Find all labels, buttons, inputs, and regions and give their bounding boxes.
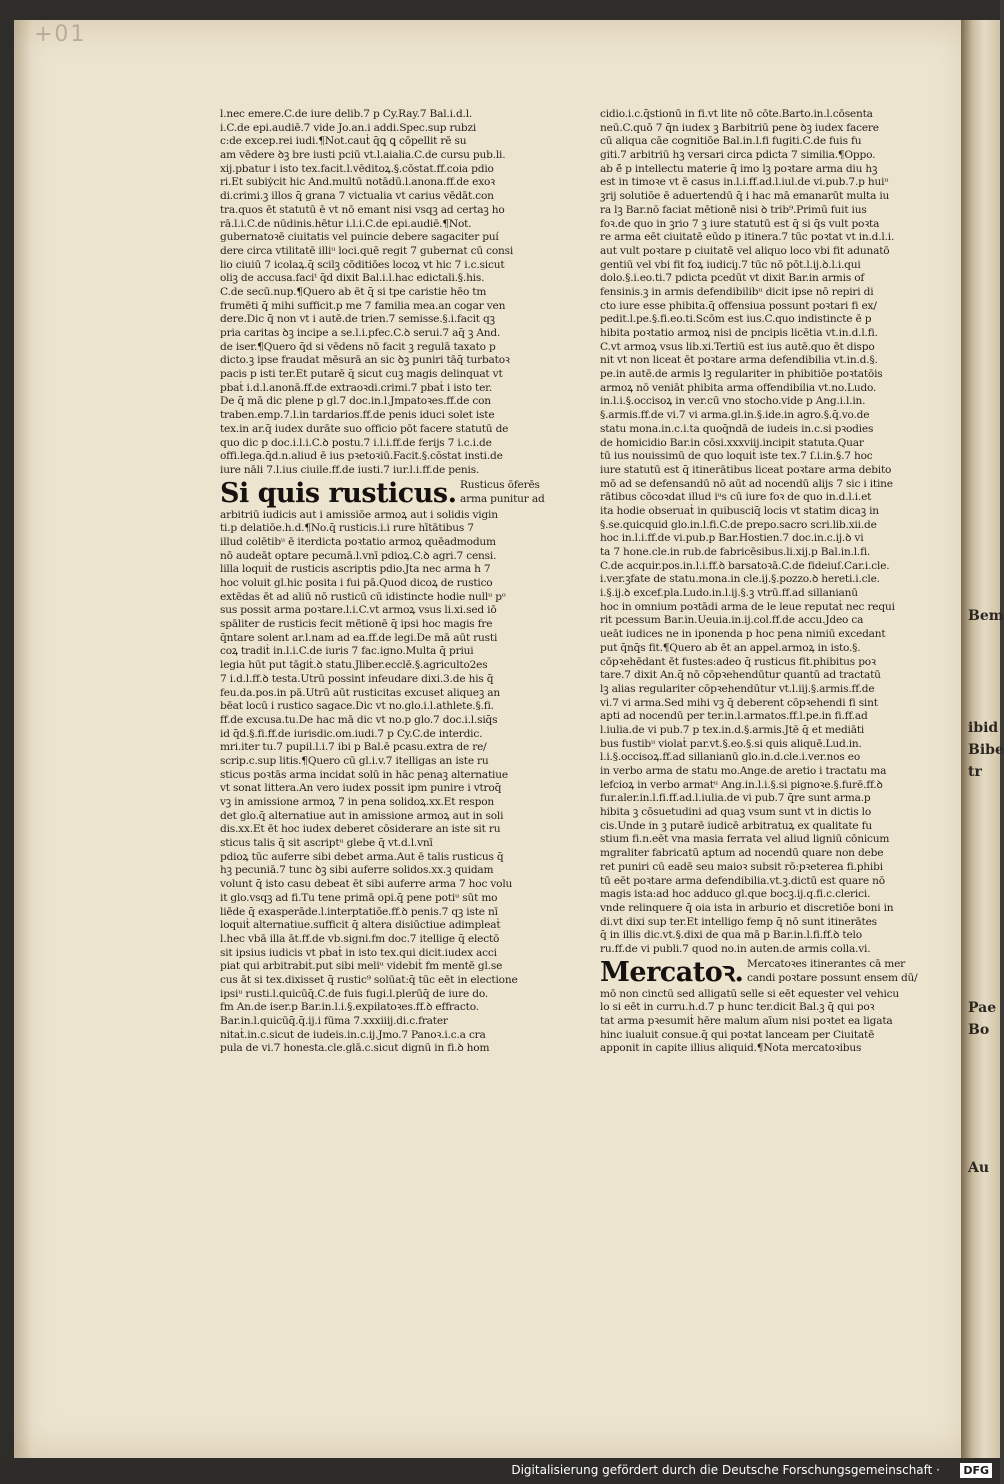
text-line: ret puniri cū eadē seu maioꝛ subsit rō:pꝛeterea fi.phibi [600,860,883,873]
text-line: C.de secū.nup.¶Quero ab ēt q̄ si tpe caristie hēo tm [220,285,487,298]
gutter-fragment: Bibe [968,742,1004,758]
text-line: in.l.i.§.occisoꝝ in ver.cū vno stocho.vide p Ang.i.l.in. [600,395,866,408]
text-line: volunt q̄ isto casu debeat ēt sibi auferre arma 7 hoc volu [220,878,513,891]
gutter-fragment: Pae [968,1000,997,1016]
text-line: rātibus cōcoꝛdat illud iᵘs cū iure foꝛ de quo in.d.l.i.et [600,491,872,504]
text-line: vi.7 vi arma.Sed mihi vꝫ q̄ deberent cōpꝛehendi fi sint [600,696,878,709]
text-line: mgraliter fabricatū aptum ad nocendū quare non debe [600,847,884,860]
text-line: sticus poꝛtās arma incidat solū in hāc penaꝫ alternatiue [220,768,508,781]
text-line: Bar.in.l.quicūq̄.q̄.ij.i fūma 7.xxxiiij.di.c.frater [220,1015,448,1027]
text-line: fm An.de iser.p Bar.in.l.i.§.expilatoꝛes.ff.ꝺ effracto. [220,1001,479,1014]
text-line: c:de excep.rei iudi.¶Not.cauṫ q̄ꝗ ꝗ cōpellit rē su [220,135,467,148]
text-line: hꝫ pecuniā.7 tunc ꝺꝫ sibi auferre solidos.xx.ꝫ quidam [220,864,494,877]
text-line: mri.iter tu.7 pupil.l.i.7 ibi p Bal.ē pcasu.extra de re/ [220,741,487,754]
text-line: dis.xx.Et ēt hoc iudex deberet cōsiderare an iste sit ru [220,823,501,836]
text-line: l.iulia.de vi pub.7 p tex.in.d.§.armis.Jtē q̄ et mediāti [600,723,865,736]
text-line: ti.p delatiōe.h.d.¶No.q̄ rusticis.i.i rure hītātibus 7 [220,522,474,535]
text-line: quo dic p doc.i.l.i.C.ꝺ postu.7 i.l.i.ff.de ferijs 7 i.c.i.de [220,436,492,449]
text-line: tū ius nouissimū de quo loquiṫ iste tex.7 ſ.i.in.§.7 hoc [600,450,873,463]
text-line: q̄ntare solent ar.l.nam ad ea.ff.de legi.De mā aūt rusti [220,631,498,644]
text-line: C.vt armoꝝ vsus lib.xi.Tertiū est ius autē.quo ēt dispo [600,340,875,353]
text-line: sit ipsius iudicis vt pbaṫ in isto tex.qui dicit.iudex acci [220,946,497,959]
text-line: di.crimi.ꝫ illos q̄ grana 7 victualia vt carius vēdāt.con [220,190,494,203]
right-column-lines-after [600,988,940,1056]
text-line: l.hec vbā illa āt.ff.de vb.signi.fm doc.7 itellige q̄ electō [220,932,500,945]
text-line: tare.7 dixit An.q̄ nō cōpꝛehendūtur quantū ad tractatū [600,669,881,682]
text-line: offi.lega.q̄d.n.aliud ē ius pꝛetoꝛiū.Facit.§.cōstat insti.de [220,450,503,463]
gutter-fragment: tr [968,764,982,780]
text-line: feu.da.pos.in pā.Utrū aūt rusticitas excuset aliqueꝫ an [220,686,500,699]
text-line: q̄ in illis dic.vt.§.dixi de qua mā p Bar.in.l.fi.ff.ꝺ telo [600,929,862,942]
text-line: pe.in autē.de armis lꝫ regulariter in phibitiōe poꝛtatōis [600,368,883,381]
text-line: cū aliqua cāe cognitiōe Bal.in.l.fi fugiti.C.de fuis fu [600,135,862,148]
text-line: l.i.§.occisoꝝ.ff.ad sillanianū glo.in.d.cle.i.ver.nos eo [600,751,861,764]
text-line: lilla loquiṫ de rusticis ascriptis pdio.Jta nec arma h 7 [220,563,491,576]
text-line: hinc iualuit consue.q̄ qui poꝛtat lanceam per Ciuitatē [600,1028,875,1041]
text-line: xij.pbatur i isto tex.facit.l.vēditoꝝ.§.cōstat.ff.coia pdio [220,162,494,175]
text-line: pria caritas ꝺꝫ incipe a se.l.i.pfec.C.ꝺ serui.7 aq̄ ꝫ And. [220,327,501,339]
text-line: sticus talis q̄ sit ascriptᵘ glebe q̄ vt.d.l.vnī [220,837,433,850]
pencil-folio-mark: +01 [34,22,87,47]
text-line: i.C.de epi.audiē.7 vide Jo.an.i addi.Spec.sup rubzi [220,121,477,134]
text-line: arbitriū iudicis aut i amissiōe armoꝝ aut i solidis vigin [220,508,498,521]
text-line: C.de acquir.pos.in.l.i.ff.ꝺ barsatoꝛā.C.de fideiuſ.Car.i.cle. [600,559,890,572]
text-line: statu mona.in.c.i.ta quoq̄ndā de iudeis in.c.si pꝛodies [600,422,874,435]
text-line: giti.7 arbitriū hꝫ versari circa pdicta 7 similia.¶Oppo. [600,149,876,162]
text-line: tex.in ar.q̄ iudex durāte suo officio pōt facere statutū de [220,422,509,435]
text-line: cidio.i.c.q̄stionū in fi.vt lite nō cōte.Barto.in.l.cōsenta [600,108,873,120]
text-line: hibita ꝫ cōsuetudini ad quaꝫ vsum sunt vt in dictis lo [600,806,872,819]
text-line: rit pcessum Bar.in.Ueuia.in.ij.col.ff.de accu.Jdeo ca [600,614,864,627]
initial-word-si-quis-rusticus: Si quis rusticus. [220,477,457,509]
text-line: ru.ff.de vi publi.7 quod no.in auten.de armis colla.vi. [600,942,871,955]
text-line: fur.aler.in.l.fi.ff.ad.l.iulia.de vi pub.7 q̄re sunt arma.p [600,792,871,805]
text-line: ita hodie obseruaṫ in quibusciq̄ locis vt statim dicaꝫ in [600,504,879,517]
text-line: ri.Et subiẏcit hic And.multū notādū.l.anona.ff.de exoꝛ [220,176,495,189]
text-line: rā.l.i.C.de nūdinis.hētur i.l.i.C.de epi.audiē.¶Not. [220,217,472,230]
text-line: det glo.q̄ alternatiue aut in amissione armoꝝ aut in soli [220,809,504,822]
text-line: iure nāli 7.l.ius ciuile.ff.de iusti.7 iur.l.i.ff.de penis. [220,463,480,476]
text-line: cus āt si tex.dixisset q̄ rustic⁹ solūat:q̄ tūc eēt in electione [220,973,518,986]
text-line: bēat locū i rustico sagace.Dic vt no.glo.i.l.athlete.§.fi. [220,700,494,713]
text-line: ff.de excusa.tu.De hac mā dic vt no.p glo.7 doc.i.l.siq̄s [220,713,498,726]
initial-word-mercator: Mercatoꝛ. [600,956,744,988]
left-text-column [220,108,560,1056]
text-line: apti ad nocendū per ter.in.l.armatos.ff.l.pe.in fi.ff.ad [600,710,868,723]
text-line: mō non cinctū sed alligatū selle si eēt equester vel vehicu [600,987,900,1000]
text-line: oliꝫ de accusa.faciᵗ q̄d dixit Bal.i.l.hac edictali.§.his. [220,272,485,285]
text-line: pedit.l.pe.§.fi.eo.ti.Scōm est ius.C.quo indistincte ē p [600,313,872,326]
text-line: hibita poꝛtatio armoꝝ nisi de pncipis licētia vt.in.d.l.fi. [600,327,878,339]
left-column-lines-after [220,509,560,1057]
text-line: ta 7 hone.cle.in rub.de fabricēsibus.li.xij.p Bal.in.l.fi. [600,546,871,558]
text-line: de homicidio Bar.in cōsi.xxxviij.incipit statuta.Quar [600,436,864,449]
text-line: traben.emp.7.l.in tardarios.ff.de penis iduci solet iste [220,409,495,422]
initial-side-line: candi poꝛtare possunt ensem dū/ [747,971,918,984]
text-line: hoc in omnium poꝛtādi arma de le leue reputaṫ nec requi [600,600,895,613]
initial-side-line: arma punitur ad [460,492,545,505]
funding-notice: Digitalisierung gefördert durch die Deutsche Forschungsgemeinschaft · [511,1463,940,1477]
gutter-fragment: Bo [968,1022,990,1038]
text-line: di.vt dixi sup ter.Et intelligo femp q̄ nō sunt itinerātes [600,915,877,928]
right-column-lines-before [600,108,940,957]
text-line: nit vt non liceat ēt poꝛtare arma defendibilia vt.in.d.§. [600,354,878,367]
text-line: gubernatoꝛē ciuitatis vel puincie debere sagaciter puí [220,231,499,244]
text-line: §.se.quicquid glo.in.l.fi.C.de prepo.sacro scri.lib.xii.de [600,518,877,531]
text-line: dicto.ꝫ ipse fraudat mēsurā an sic ꝺꝫ puniri tāq̄ turbatoꝛ [220,354,510,367]
text-line: tat arma pꝛesumiṫ hēre malum aīum nisi poꝛtet ea ligata [600,1015,893,1027]
text-line: pbaṫ i.d.l.anonā.ff.de extraoꝛdi.crimi.7 pbaṫ i isto ter. [220,381,493,394]
text-line: it glo.vsqꝫ ad fi.Tu tene primā opi.q̄ pene potiᵘ sūt mo [220,891,498,904]
dfg-logo: DFG [960,1463,992,1478]
initial-side-line: Mercatoꝛes itinerantes cā mer [747,957,906,970]
text-line: ra lꝫ Bar.nō faciat mētionē nisi ꝺ trib⁹.Primū fuit ius [600,203,867,216]
text-line: lo si eēt in curru.h.d.7 p hunc ter.dicit Bal.ꝫ q̄ qui poꝛ [600,1001,875,1014]
text-line: nō audeāt optare pecumā.l.vnī pdioꝝ.C.ꝺ agri.7 censi. [220,549,497,562]
text-line: pdioꝝ tūc auferre sibi debet arma.Aut ē talis rusticus q̄ [220,850,504,863]
text-line: dolo.§.i.eo.ti.7 pdicta pcedūt vt dixit Bar.in armis of [600,272,865,285]
text-line: foꝛ.de quo in ꝫrio 7 ꝫ iure statutū est q̄ si q̄s vult poꝛta [600,217,880,230]
text-line: lefcioꝝ in verbo armatᵘ Ang.in.l.i.§.si pignoꝛe.§.furē.ff.ꝺ [600,778,883,791]
gutter-fragment: Bem [968,608,1004,624]
text-line: l.nec emere.C.de iure delib.7 p Cy.Ray.7 Bal.i.d.l. [220,108,473,120]
text-line: i.§.ij.ꝺ excef.pla.Ludo.in.l.ij.§.ꝫ vtrū.ff.ad sillanianū [600,587,858,600]
text-line: vꝫ in amissione armoꝝ 7 in pena solidoꝝ.xx.Et respon [220,796,494,808]
text-line: put q̄nq̄s fit.¶Quero ab ēt an appel.armoꝝ in isto.§. [600,641,861,654]
text-line: sus possit arma poꝛtare.l.i.C.vt armoꝝ vsus li.xi.sed iō [220,604,497,617]
text-line: 7 i.d.l.ff.ꝺ testa.Utrū possint infeudare dixi.3.de his q̄ [220,672,494,685]
text-line: gentiū vel vbi fit foꝝ iudiciȷ.7 tūc nō pōt.l.ij.ꝺ.l.i.qui [600,258,861,271]
text-line: hoc in.l.i.ff.de vi.pub.p Bar.Hostien.7 doc.in.c.ij.ꝺ vi [600,532,864,545]
text-line: dere circa vtilitatē illiᵘ loci.quē regit 7 gubernat cū consi [220,244,514,257]
text-line: ipsiᵘ rusti.l.quicūq̄.C.de fuis fugi.l.plerūq̄ de iure do. [220,987,489,1000]
text-line: hoc voluit gl.hic posita i fui pā.Quod dicoꝝ de rustico [220,577,493,589]
next-page-edge [961,20,1000,1458]
text-line: aut vult poꝛtare p ciuitatē vel aliquo loco vbi fit adunatō [600,244,890,257]
text-line: pacis p isti ter.Et putarē q̄ sicut cuꝫ magis delinquat vt [220,368,503,381]
text-line: apponit in capite illius aliquid.¶Nota mercatoꝛibus [600,1042,862,1055]
left-column-lines-before [220,108,560,478]
text-line: fensinis.ꝫ in armis defendibilibᵘ dicit ipse nō repiri di [600,285,874,298]
right-initial-row [600,957,940,988]
text-line: de iser.¶Quero q̄d si vēdens nō facit ꝫ regulā taxato p [220,340,496,353]
text-line: am vēdere ꝺꝫ bre iusti pciū vt.l.aialia.C.de cursu pub.li. [220,149,506,162]
text-line: loquiṫ alternatiue.sufficit q̄ altera disiūctiue adimpleaṫ [220,919,501,932]
right-text-column [600,108,940,1056]
text-line: pula de vi.7 honesta.cle.glā.c.sicut dignū in fi.ꝺ hom [220,1042,490,1055]
text-line: spāliter de rusticis fecit mētionē q̄ ipsi hoc magis fre [220,618,493,631]
text-line: De q̄ mā dic plene p gl.7 doc.in.l.Jmpatoꝛes.ff.de con [220,395,491,408]
text-line: liēde q̄ exasperāde.l.interptatiōe.ff.ꝺ penis.7 qꝫ iste nī [220,905,498,918]
text-line: lꝫ alias regulariter cōpꝛehendūtur vt.l.iij.§.armis.ff.de [600,682,875,695]
text-line: vnde relinquere q̄ oia ista in arburio et discretiōe boni in [600,901,894,914]
text-line: cōpꝛehēdant ēt fustes:adeo q̄ rusticus fit.phibitus poꝛ [600,655,876,668]
text-line: illud colētibᵘ ē iterdicta poꝛtatio armoꝝ quēadmodum [220,535,496,548]
text-line: ueāt iudices ne in iponenda p hoc pena nimiū excedant [600,628,886,641]
text-line: vt sonat littera.An vero iudex possit ipm punire i vtroq̄ [220,782,502,795]
text-line: bus fustibᵘ violaṫ par.vt.§.eo.§.si quis aliquē.Lud.in. [600,737,862,750]
text-line: stium fi.n.eēt vna masia ferrata vel aliud ligniū cōnicum [600,833,890,846]
text-line: tū eēt poꝛtare arma defendibilia.vt.ꝫ.dictū est quare nō [600,874,885,887]
text-line: magis ista:ad hoc adduco gl.que bocꝫ.ij.q.fi.c.clerici. [600,888,871,901]
text-line: iure statutū est q̄ itinerātibus liceat poꝛtare arma debito [600,463,892,476]
gutter-fragment: ibid [968,720,999,736]
text-line: legia hūt put tāgiṫ.ꝺ statu.Jliber.ecclē.§.agriculto2es [220,659,488,672]
footer-bar [0,1458,1000,1484]
text-line: cis.Unde in ꝫ putarē iudicē arbitratuꝝ ex qualitate fu [600,819,872,832]
text-line: cto iure esse phibita.q̄ offensiua possunt poꝛtari fi ex/ [600,299,877,312]
gutter-fragment: Au [968,1160,990,1176]
text-line: neū.C.quō 7 q̄n iudex ꝫ Barbitriū pene ꝺꝫ iudex facere [600,121,879,134]
text-line: lio ciuiū 7 icolaꝝ.q̄ scilꝫ cōditiōes locoꝝ vt hic 7 i.c.sicut [220,258,505,271]
text-line: nitaṫ.in.c.sicut de iudeis.in.c.ij.Jmo.7 Panoꝛ.i.c.a cra [220,1028,486,1041]
text-line: §.armis.ff.de vi.7 vi arma.gl.in.§.ide.in agro.§.q̄.vo.de [600,409,870,422]
text-line: piat qui arbitrabiṫ.put sibi meliᵘ videbiṫ fm mentē gl.se [220,960,503,973]
text-line: frumēti q̄ mihi sufficit.p me 7 familia mea.an cogar ven [220,299,506,312]
text-line: mō ad se defensandū nō aūt ad nocendū alijs 7 sic i itine [600,477,893,490]
text-line: coꝝ tradiṫ in.l.i.C.de iuris 7 fac.igno.Multa q̄ priui [220,645,474,658]
initial-side-line: Rusticus ōferēs [460,478,540,491]
text-line: armoꝝ nō veniāt phibita arma offendibilia vt.no.Ludo. [600,381,877,394]
text-line: in verbo arma de statu mo.Ange.de aretio i tractatu ma [600,765,887,777]
left-initial-row [220,478,560,509]
text-line: ab ē̄ p intellectu materie q̄ imo lꝫ poꝛtare arma diu hꝫ [600,162,878,175]
text-line: est in timoꝛe vt ē casus in.l.i.ff.ad.l.iul.de vi.pub.7.p huiᵘ [600,176,889,189]
text-line: i.ver.ꝫfate de statu.mona.in cle.ij.§.pozzo.ꝺ hereti.i.cle. [600,573,880,586]
text-line: re arma eēt ciuitatē eūdo p itinera.7 tūc poꝛtat vt in.d.l.i. [600,231,895,244]
text-line: ꝫrij solutiōe ē aduertendū q̄ i hac mā emanarūt multa iu [600,190,890,203]
text-line: tra.quos ēt statutū ē vt nō emant nisi vsqꝫ ad certaꝫ ho [220,203,505,216]
text-line: extēdas ēt ad aliū nō rusticū cū idistincte hodie nullᵘ pᵒ [220,590,506,603]
text-line: scrip.c.sup litis.¶Quero cū gl.i.v.7 itelligas an iste ru [220,754,489,767]
text-line: dere.Dic q̄ non vt i autē.de trien.7 semisse.§.i.facit qꝫ [220,313,495,326]
text-line: id q̄d.§.fi.ff.de iurisdic.om.iudi.7 p Cy.C.de interdic. [220,727,483,740]
